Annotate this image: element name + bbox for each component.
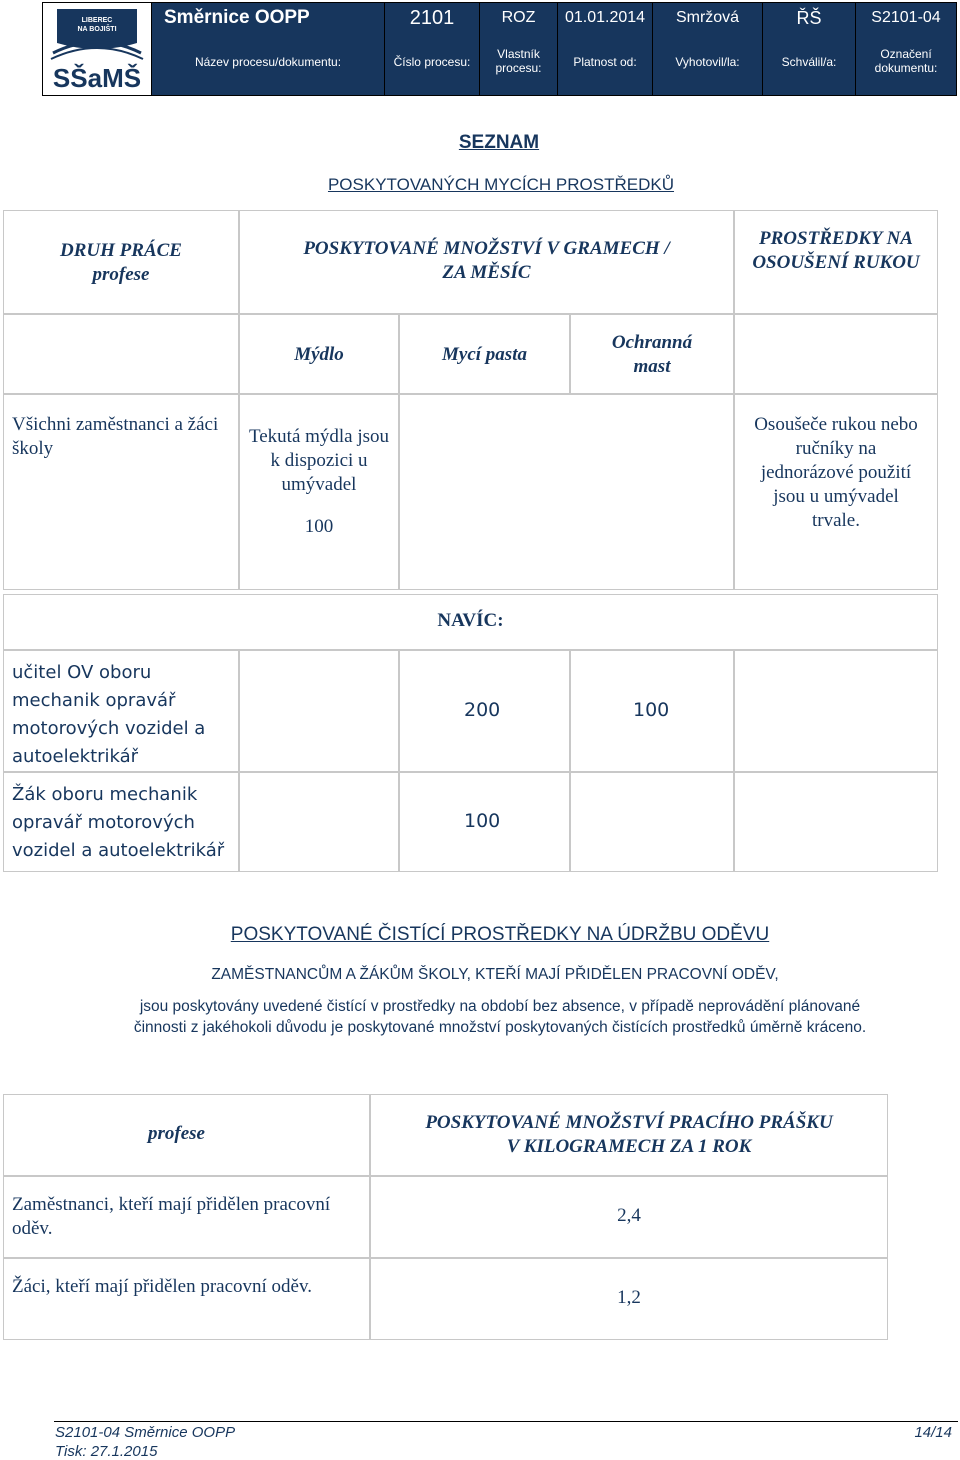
header-prepared-by: Smržová: [653, 3, 762, 33]
header-col-valid: [558, 3, 653, 95]
header-approved-by: ŘŠ: [763, 3, 855, 33]
logo-initials: SŠaMŠ: [52, 63, 142, 93]
section2-para1: jsou poskytovány uvedené čistící v prostředky na období bez absence, v případě neprovádění plánované: [139, 998, 861, 1015]
header-valid-from: 01.01.2014: [558, 3, 652, 33]
t1-row1-osouseni: Osoušeče rukou nebo ručníky na jednorázové použití jsou u umývadel trvale.: [734, 394, 938, 590]
logo-line2: NA BOJIŠTI: [77, 26, 117, 33]
header-col-mark: [856, 3, 956, 95]
t2-row1-value: 2,4: [370, 1176, 888, 1258]
t2-header-mnozstvi: [370, 1094, 888, 1176]
t1-row1-who: Všichni zaměstnanci a žáci školy: [3, 394, 239, 590]
title-seznam: SEZNAM: [458, 132, 540, 153]
school-logo-graphic: [43, 3, 151, 95]
header-label-approved: Schválil/a:: [763, 33, 855, 95]
section2-subheading: ZAMĚSTNANCŮM A ŽÁKŮM ŠKOLY, KTEŘÍ MAJÍ PŘIDĚLEN PRACOVNÍ ODĚV,: [211, 966, 779, 983]
header-owner: ROZ: [480, 3, 557, 33]
section2-para2: činnosti z jakéhokoli důvodu je poskytované množství poskytovaných čistících prostředků úměrně kráceno.: [133, 1019, 867, 1036]
school-logo: [43, 3, 152, 95]
t1-header-druh-prace: [3, 210, 239, 314]
t1-row2-empty: [734, 650, 938, 772]
t1-row1-empty: [399, 394, 734, 590]
header-title: Směrnice OOPP: [152, 3, 384, 33]
header-col-name: [152, 3, 385, 95]
t1-sub-mast: Ochranná mast: [570, 314, 734, 394]
document-header: [42, 2, 957, 96]
footer-rule: [54, 1421, 958, 1422]
t1-empty-cell: [3, 314, 239, 394]
t1-header-osouseni: PROSTŘEDKY NA OSOUŠENÍ RUKOU: [734, 210, 938, 314]
t1-row3-mast: [570, 772, 734, 872]
footer-print-date: Tisk: 27.1.2015: [55, 1443, 158, 1460]
header-col-number: [385, 3, 480, 95]
t1-row1-mydlo-text: Tekutá mýdla jsou k dispozici u umývadel: [248, 426, 390, 495]
header-label-name: Název procesu/dokumentu:: [152, 33, 384, 95]
t2-row2-value: 1,2: [370, 1258, 888, 1340]
t2-header-profese: profese: [3, 1094, 370, 1176]
t2-row2-who: Žáci, kteří mají přidělen pracovní oděv.: [3, 1258, 370, 1340]
header-label-prepared: Vyhotovil/la:: [653, 33, 762, 95]
header-label-valid: Platnost od:: [558, 33, 652, 95]
footer-doc: S2101-04 Směrnice OOPP: [55, 1424, 236, 1441]
logo-line1: LIBEREC: [81, 17, 113, 24]
t1-header-profese: profese: [92, 264, 150, 285]
t1-empty-cell-2: [734, 314, 938, 394]
section2-heading: POSKYTOVANÉ ČISTÍCÍ PROSTŘEDKY NA ÚDRŽBU ODĚVU: [230, 924, 770, 945]
title-mycich-prostredku: POSKYTOVANÝCH MYCÍCH PROSTŘEDKŮ: [327, 175, 675, 194]
header-doc-mark: S2101-04: [856, 3, 956, 33]
t1-row3-who: Žák oboru mechanik opravář motorových vozidel a autoelektrikář: [3, 772, 239, 872]
t1-header-druh: DRUH PRÁCE: [60, 240, 182, 261]
header-label-number: Číslo procesu:: [385, 33, 479, 95]
t1-row1-mydlo-value: 100: [304, 516, 334, 537]
t1-row1-mydlo: [239, 394, 399, 590]
t1-row2-pasta: 200: [399, 650, 570, 772]
t2-header-mnozstvi-line1: POSKYTOVANÉ MNOŽSTVÍ PRACÍHO PRÁŠKU: [425, 1112, 833, 1133]
header-label-mark: Označení dokumentu:: [856, 33, 956, 95]
t1-sub-mydlo: Mýdlo: [239, 314, 399, 394]
header-col-prepared: [653, 3, 763, 95]
t2-row1-who: Zaměstnanci, kteří mají přidělen pracovní oděv.: [3, 1176, 370, 1258]
t2-header-mnozstvi-line2: V KILOGRAMECH ZA 1 ROK: [506, 1136, 752, 1157]
header-number: 2101: [385, 3, 479, 33]
t1-navic: NAVÍC:: [3, 594, 938, 650]
footer-page: 14/14: [914, 1424, 952, 1441]
t1-row3-pasta: 100: [399, 772, 570, 872]
header-col-approved: [763, 3, 856, 95]
t1-sub-pasta: Mycí pasta: [399, 314, 570, 394]
header-col-owner: [480, 3, 558, 95]
t1-row2-mydlo: [239, 650, 399, 772]
t1-row3-empty: [734, 772, 938, 872]
t1-header-mnozstvi: POSKYTOVANÉ MNOŽSTVÍ V GRAMECH / ZA MĚSÍC: [239, 210, 734, 314]
t1-row3-mydlo: [239, 772, 399, 872]
t1-row2-mast: 100: [570, 650, 734, 772]
t1-row2-who: učitel OV oboru mechanik opravář motorových vozidel a autoelektrikář: [3, 650, 239, 772]
header-label-owner: Vlastník procesu:: [480, 33, 557, 95]
